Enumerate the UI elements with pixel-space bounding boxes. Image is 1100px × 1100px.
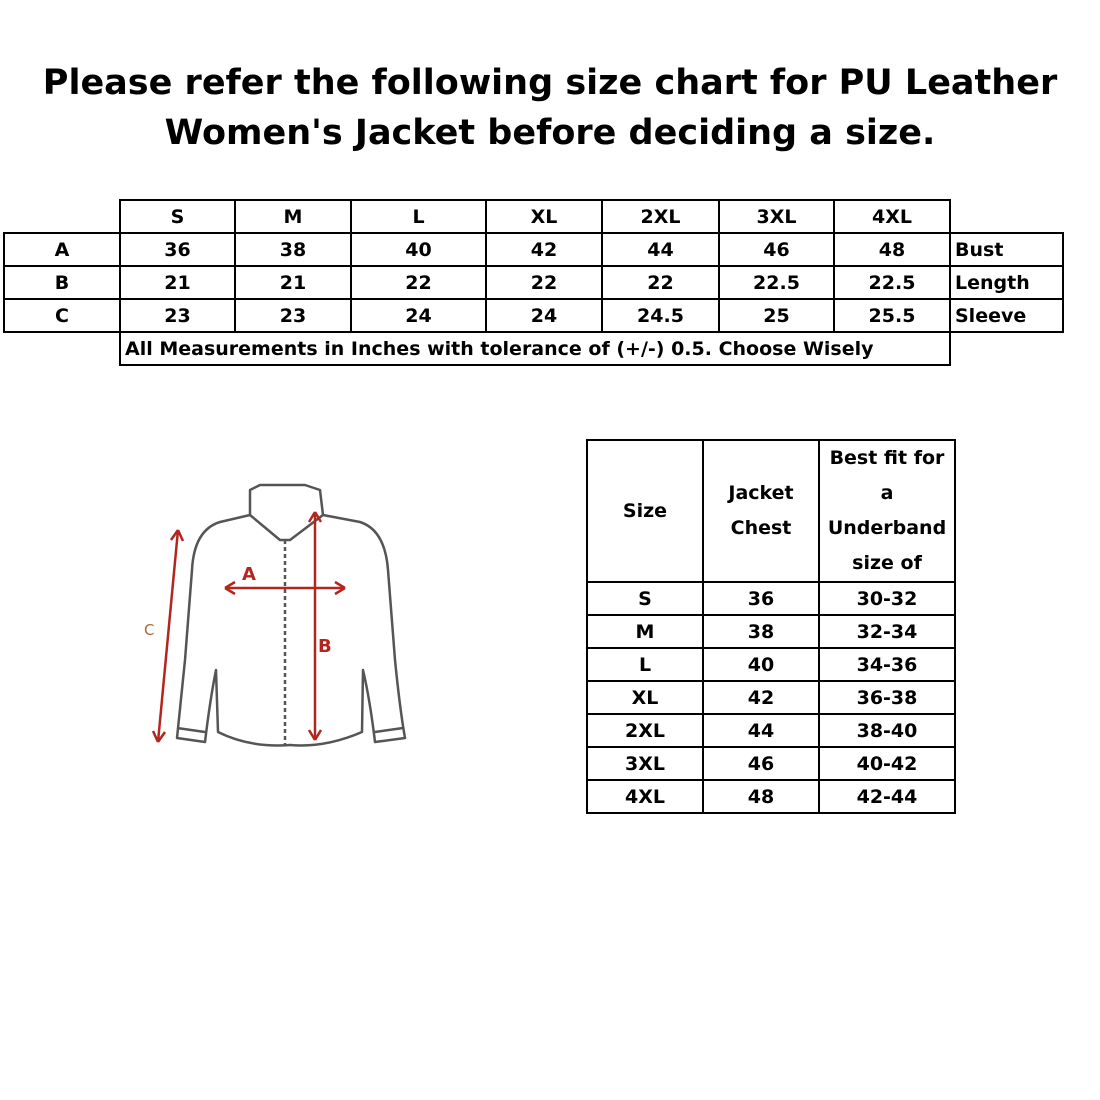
measurement-table [3,199,1064,366]
note-row [4,332,1063,365]
table-cell: 22 [602,266,719,299]
table-cell: 23 [235,299,351,332]
table-cell: 3XL [587,747,703,780]
size-header: XL [486,200,602,233]
note-blank [4,332,120,365]
table-cell: 32-34 [819,615,955,648]
table-cell: 42 [486,233,602,266]
table-cell: 2XL [587,714,703,747]
table-cell: 36 [703,582,819,615]
jacket-diagram [130,470,430,770]
size-header: 3XL [719,200,834,233]
table-cell: 22.5 [834,266,950,299]
table-row [587,780,955,813]
label-c: C [144,621,155,639]
table-cell: 24 [486,299,602,332]
table-cell: 22 [486,266,602,299]
table-cell: 24 [351,299,486,332]
header-size: Size [587,440,703,582]
table-cell: 48 [834,233,950,266]
label-b: B [318,636,332,657]
label-a: A [242,564,256,585]
label-header-blank [950,200,1063,233]
row-label: Bust [950,233,1063,266]
table-row [587,615,955,648]
title-line-2: Women's Jacket before deciding a size. [164,113,936,153]
table-cell: 44 [602,233,719,266]
size-header-row [4,200,1063,233]
title-line-1: Please refer the following size chart for PU Leather [42,63,1058,103]
table-cell: 4XL [587,780,703,813]
size-header: S [120,200,235,233]
header-jacket-chest: Jacket Chest [703,440,819,582]
table-cell: 48 [703,780,819,813]
table-cell: 38-40 [819,714,955,747]
table-cell: 21 [120,266,235,299]
table-row [587,648,955,681]
row-key: B [4,266,120,299]
table-cell: XL [587,681,703,714]
table-cell: L [587,648,703,681]
table-cell: 34-36 [819,648,955,681]
table-cell: 25.5 [834,299,950,332]
table-cell: S [587,582,703,615]
table-cell: 30-32 [819,582,955,615]
table-row [587,681,955,714]
table-cell: 40 [351,233,486,266]
row-label: Length [950,266,1063,299]
fit-table [586,439,956,814]
table-cell: 36-38 [819,681,955,714]
jacket-outline-icon [177,485,405,745]
table-row [4,233,1063,266]
table-cell: 38 [703,615,819,648]
row-key: C [4,299,120,332]
table-row [4,299,1063,332]
table-row [4,266,1063,299]
table-cell: 46 [719,233,834,266]
table-row [587,714,955,747]
table-cell: 46 [703,747,819,780]
table-cell: 42 [703,681,819,714]
table-row [587,582,955,615]
row-label: Sleeve [950,299,1063,332]
table-cell: M [587,615,703,648]
table-cell: 25 [719,299,834,332]
page-title [0,58,1100,158]
table-cell: 40 [703,648,819,681]
size-header: 4XL [834,200,950,233]
table-cell: 38 [235,233,351,266]
size-header: M [235,200,351,233]
table-cell: 36 [120,233,235,266]
table-cell: 22.5 [719,266,834,299]
row-key: A [4,233,120,266]
measurement-note: All Measurements in Inches with tolerance of (+/-) 0.5. Choose Wisely [120,332,950,365]
table-cell: 23 [120,299,235,332]
fit-header-row [587,440,955,582]
size-header: L [351,200,486,233]
corner-cell [4,200,120,233]
arrow-c [158,530,178,742]
table-row [587,747,955,780]
table-cell: 22 [351,266,486,299]
size-header: 2XL [602,200,719,233]
header-underband: Best fit for a Underband size of [819,440,955,582]
table-cell: 40-42 [819,747,955,780]
table-cell: 21 [235,266,351,299]
table-cell: 24.5 [602,299,719,332]
table-cell: 44 [703,714,819,747]
note-blank-right [950,332,1063,365]
table-cell: 42-44 [819,780,955,813]
